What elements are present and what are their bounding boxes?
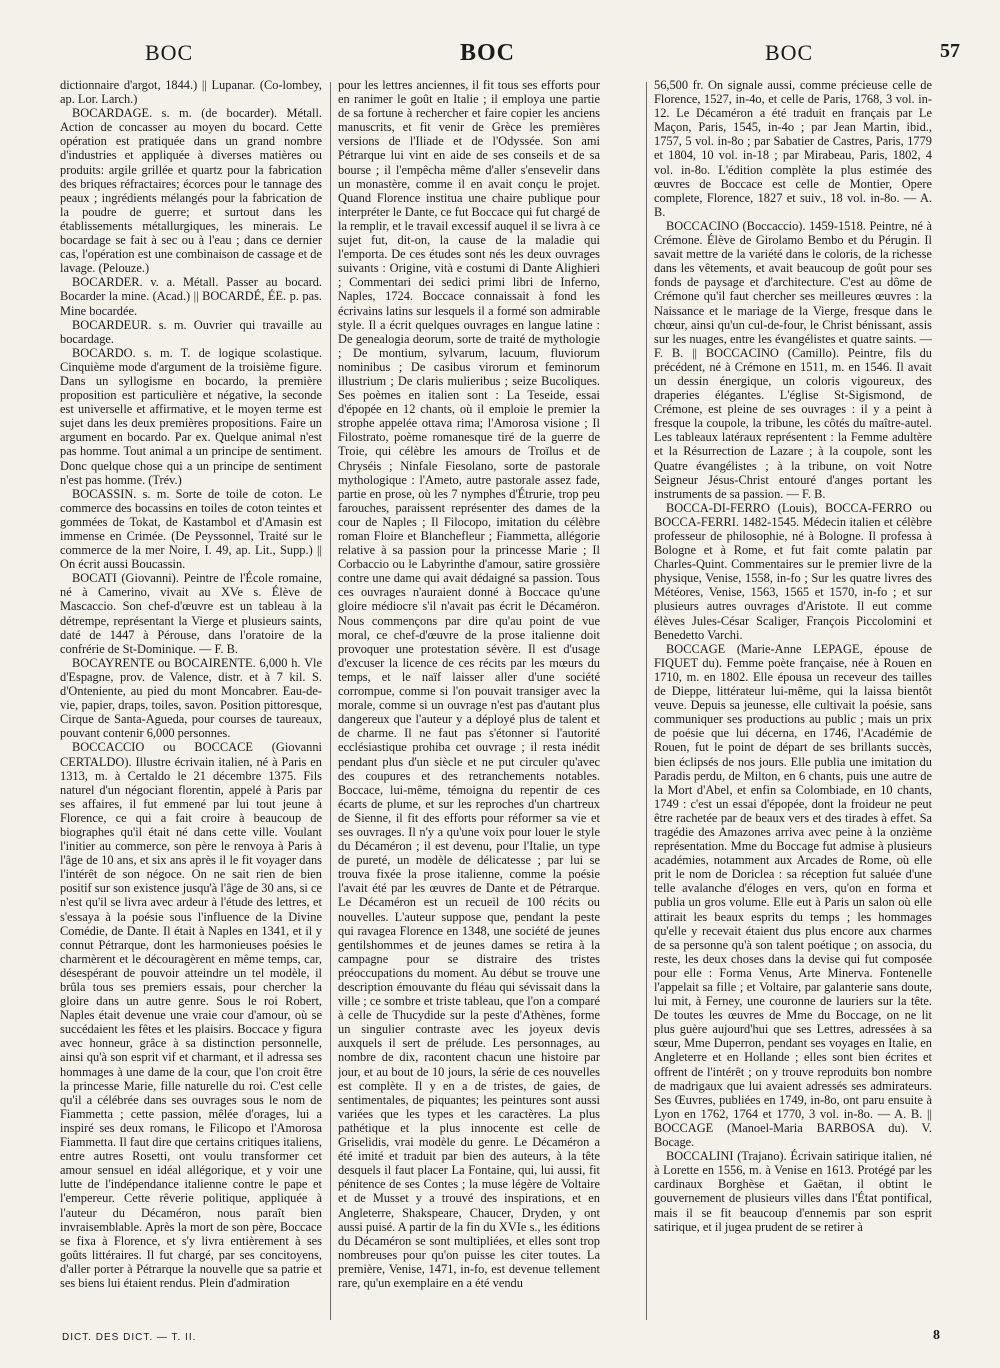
entry-paragraph: BOCARDAGE. s. m. (de bocarder). Métall. Action de concasser au moyen du bocard. Cette opération est pratiquée dans un grand nombre d'industries et appliquée à diverses matières ou produits: argile grillée et quartz pour la fabrication des briques réfractaires; écorces pour le tannage des peaux ; ingrédients mélangés pour la fabrication de la poudre de guerre; et surtout dans les établissements métallurgiques, les minerais. Le bocardage se fait à sec ou à l'eau ; dans ce dernier cas, l'opération est une combinaison de cassage et de lavage. (Pelouze.)	[60, 106, 322, 276]
entry-paragraph: pour les lettres anciennes, il fit tous ses efforts pour en ranimer le goût en Italie ; il employa une partie de sa fortune à rechercher et faire copier les anciens manuscrits, et fit venir de Grèce les premières versions de l'Iliade et de l'Odyssée. Son ami Pétrarque lui vint en aide de ses conseils et de sa bourse ; il l'empêcha même d'aller s'ensevelir dans un monastère, comme il en avait conçu le projet. Quand Florence institua une chaire publique pour interpréter le Dante, ce fut Boccace qui fut chargé de la remplir, et le travail excessif auquel il se livra à ce sujet fut, dit-on, la cause de la maladie qui l'emporta. De ces études sont nés les deux ouvrages suivants : Origine, vità e costumi di Dante Alighieri ; Commentari dei sedici primi libri de Inferno, Naples, 1724. Boccace connaissait à fond les écrivains latins sur lesquels il a formé son admirable style. Il a écrit quelques ouvrages en langue latine : De genealogia deorum, sorte de traité de mythologie ; De montium, sylvarum, lacuum, fluviorum nominibus ; De casibus virorum et feminorum illustrium ; De claris mulieribus ; seize Bucoliques. Ses poèmes en italien sont : La Teseide, essai d'épopée en 12 chants, où il emploie le premier la strophe appelée ottava rima; l'Amorosa visione ; Il Filostrato, poème romanesque tiré de la guerre de Troie, qui célèbre les amours de Troïlus et de Chryséis ; Ninfale Fiesolano, sorte de pastorale mythologique : l'Ameto, autre pastorale assez fade, partie en prose, où les 7 nymphes d'Étrurie, trop peu farouches, paraissent représenter des dames de la cour de Naples ; Il Filocopo, imitation du célèbre roman Floire et Blanchefleur ; Fiammetta, allégorie relative à sa passion pour la princesse Marie ; Il Corbaccio ou le Labyrinthe d'amour, satire grossière contre une dame qui avait dédaigné sa passion. Tous ces ouvrages n'auraient donné à Boccace qu'une gloire médiocre s'il n'avait pas écrit le Décaméron. Nous commençons par dire qu'au point de vue moral, ce chef-d'œuvre de la prose italienne doit provoquer une protestation sévère. Il est d'usage d'excuser la licence de ces récits par les mœurs du temps, et le naïf laisser aller d'une société corrompue, comme si l'on pouvait transiger avec la morale, comme si un ouvrage n'est pas d'autant plus dangereux que l'auteur y a déployé plus de talent et de charme. Il ne faut pas s'étonner si l'autorité ecclésiastique prohiba cet ouvrage ; il resta inédit pendant plus d'un siècle et ne put circuler qu'avec des coupures et des retranchements notables. Boccace, lui-même, témoigna du repentir de ces écarts de plume, et sur les reproches d'un chartreux de Sienne, il fit des efforts pour réformer sa vie et ses ouvrages. Il n'y a qu'une voix pour louer le style du Décaméron ; il est devenu, pour l'Italie, un type de pureté, un modèle de délicatesse ; par lui se trouva fixée la prose italienne, comme la poésie l'avait été par les œuvres de Dante et de Pétrarque. Le Décaméron est un recueil de 100 récits ou nouvelles. L'auteur suppose que, pendant la peste qui ravagea Florence en 1348, une société de jeunes gentilshommes et de jeunes dames se retira à la campagne pour se distraire des tristes préoccupations du moment. Au début se trouve une description émouvante du fléau qui sévissait dans la ville ; ce sombre et triste tableau, que l'on a comparé à celle de Thucydide sur la peste d'Athènes, forme un singulier contraste avec les joyeux devis auxquels il sert de prélude. Les personnages, au nombre de dix, racontent chacun une histoire par jour, et au bout de 10 jours, la série de ces nouvelles est complète. Il y en a de tristes, de gaies, de sentimentales, de piquantes; les peintures sont aussi variées que les types et les caractères. La plus pathétique et la plus innocente est celle de Griselidis, vrai modèle du genre. Le Décaméron a été imité et traduit par bien des auteurs, à la tête desquels il faut placer La Fontaine, qui, lui aussi, fit pénitence de ses Contes ; la muse légère de Voltaire et de Musset y a trouvé des inspirations, et en Angleterre, Shakspeare, Chaucer, Dryden, y ont aussi puisé. A partir de la fin du XVIe s., les éditions du Décaméron se sont multipliées, et elles sont trop nombreuses pour qu'on puisse les citer toutes. La première, Venise, 1471, in-fo, est devenue tellement rare, qu'un exemplaire en a été vendu	[338, 78, 600, 1290]
entry-paragraph: BOCCALINI (Trajano). Écrivain satirique italien, né à Lorette en 1556, m. à Venise en 1613. Protégé par les cardinaux Borghèse et Gaëtan, il obtint le gouvernement de plusieurs villes dans l'État pontifical, mais il se fit beaucoup d'ennemis par son esprit satirique, et il jugea prudent de se retirer à	[654, 1149, 932, 1234]
page-number: 57	[940, 40, 960, 62]
entry-paragraph: BOCAYRENTE ou BOCAIRENTE. 6,000 h. Vle d'Espagne, prov. de Valence, distr. et à 7 kil. S. d'Onteniente, au pied du mont Moncabrer. Eau-de-vie, papier, draps, toiles, savon. Position pittoresque, Cirque de Santa-Agueda, pour courses de taureaux, pouvant contenir 6,000 personnes.	[60, 655, 322, 741]
entry-paragraph: BOCATI (Giovanni). Peintre de l'École romaine, né à Camerino, vivait au XVe s. Élève de Mascaccio. Son chef-d'œuvre est un tableau à la détrempe, représentant la Vierge et plusieurs saints, daté de 1447 à Pérouse, dans l'oratoire de la confrérie de St-Dominique. — F. B.	[60, 571, 322, 656]
entry-paragraph: BOCARDER. v. a. Métall. Passer au bocard. Bocarder la mine. (Acad.) || BOCARDÉ, ÉE. p. pas. Mine bocardée.	[60, 275, 322, 318]
header-guide-word-right: BOC	[765, 40, 814, 65]
header-guide-word-center: BOC	[460, 40, 516, 66]
column-rule	[330, 82, 331, 1320]
entry-paragraph: 56,500 fr. On signale aussi, comme précieuse celle de Florence, 1527, in-4o, et celle de Paris, 1768, 3 vol. in-12. Le Décaméron a été traduit en français par Le Maçon, Paris, 1545, in-4o ; par Jean Martin, ibid., 1757, 5 vol. in-8o ; par Sabatier de Castres, Paris, 1779 et 1804, 10 vol. in-18 ; par Mirabeau, Paris, 1802, 4 vol. in-8o. L'édition complète la plus estimée des œuvres de Boccace est celle de Montier, Opere complete, Florence, 1827 et suiv., 18 vol. in-8o. — A. B.	[654, 78, 932, 219]
entry-paragraph: BOCCACCIO ou BOCCACE (Giovanni CERTALDO). Illustre écrivain italien, né à Paris en 1313, m. à Certaldo le 21 décembre 1375. Fils naturel d'un négociant florentin, appelé à Paris par ses affaires, il fut emmené par lui tout jeune à Florence, ce qui a fait croire à beaucoup de biographes qu'il était né dans cette ville. Voulant l'initier au commerce, son père le renvoya à Paris à l'âge de 10 ans, et six ans après il le fit voyager dans l'intérêt de son négoce. On ne sait rien de bien positif sur son existence jusqu'à l'âge de 30 ans, si ce n'est qu'il se livra avec ardeur à l'étude des lettres, et s'essaya à la poésie sous l'influence de la Divine Comédie, de Dante. Il était à Naples en 1341, et il y connut Pétrarque, dont les harmonieuses poésies le charmèrent et le découragèrent en même temps, car, désespérant de pouvoir atteindre un tel modèle, il brûla tous ses premiers essais, pour chercher la gloire dans un autre genre. Sous le roi Robert, Naples était devenue une vraie cour d'amour, où se succédaient les fêtes et les plaisirs. Boccace y figura avec honneur, grâce à sa distinction personnelle, ainsi qu'à son esprit vif et charmant, et il adressa ses hommages à une dame de la cour, que l'on croit être la princesse Marie, fille naturelle du roi. C'est celle qu'il a célébrée dans ses ouvrages sous le nom de Fiammetta ; cette passion, mêlée d'orages, lui a inspiré ses deux romans, le Filicopo et l'Amorosa Fiammetta. Il faut dire que certains critiques italiens, entre autres Rosetti, ont voulu transformer cet amour sensuel en idéal allégorique, et y voir une lutte de l'indépendance italienne contre le pape et l'empereur. Cette rêverie politique, appliquée à l'auteur du Décaméron, nous paraît bien invraisemblable. Après la mort de son père, Boccace se fixa à Florence, et s'y livra entièrement à ses goûts littéraires. Il fut chargé, par ses concitoyens, d'aller porter à Pétrarque la nouvelle que sa patrie et ses biens lui étaient rendus. Plein d'admiration	[60, 740, 322, 1290]
running-header	[60, 40, 960, 70]
column-rule	[646, 82, 647, 1320]
text-column-3	[654, 78, 932, 1323]
header-guide-word-left: BOC	[145, 40, 194, 65]
entry-paragraph: BOCASSIN. s. m. Sorte de toile de coton. Le commerce des bocassins en toiles de coton teintes et gommées de Tokat, de Kastambol et d'Amasin est immense en Crimée. (De Peyssonnel, Traité sur le commerce de la mer Noire, I. 49, ap. Lit., Supp.) || On écrit aussi Boucassin.	[60, 486, 322, 572]
entry-paragraph: BOCCACINO (Boccaccio). 1459-1518. Peintre, né à Crémone. Élève de Girolamo Bembo et du Pérugin. Il savait mettre de la variété dans le coloris, de la richesse dans les vêtements, et avait beaucoup de goût pour ses fonds de paysage et d'architecture. C'est au dôme de Crémone qu'il faut chercher ses meilleures œuvres : la Naissance et le mariage de la Vierge, fresque dans le chœur, ainsi qu'un cul-de-four, le Christ bénissant, assis sur les nuages, entre les évangélistes et quatre saints. — F. B. || BOCCACINO (Camillo). Peintre, fils du précédent, né à Crémone en 1511, m. en 1546. Il avait un dessin énergique, un coloris vigoureux, des draperies élégantes. L'église St-Sigismond, de Crémone, est pleine de ses ouvrages : il y a peint à fresque la coupole, la tribune, les côtés du maître-autel. Les tableaux latéraux représentent : la Femme adultère et la Résurrection de Lazare ; à la coupole, sont les Quatre évangélistes ; à la tribune, on voit Notre Seigneur Jésus-Christ entouré d'anges portant les instruments de sa passion. — F. B.	[654, 218, 932, 501]
text-column-1	[60, 78, 322, 1323]
entry-paragraph: BOCARDEUR. s. m. Ouvrier qui travaille au bocardage.	[60, 317, 322, 346]
footer-sheet-number: 8	[933, 1328, 940, 1343]
entry-paragraph: BOCARDO. s. m. T. de logique scolastique. Cinquième mode d'argument de la troisième figure. Dans un syllogisme en bocardo, la première proposition est particulière et négative, la seconde est universelle et affirmative, et le moyen terme est sujet dans les deux premières propositions. Faire un argument en bocardo. Par ex. Quelque animal n'est pas homme. Tout animal a un principe de sentiment. Donc quelque chose qui a un principe de sentiment n'est pas homme. (Trév.)	[60, 345, 322, 487]
entry-paragraph: BOCCAGE (Marie-Anne LEPAGE, épouse de FIQUET du). Femme poète française, née à Rouen en 1710, m. en 1802. Elle épousa un receveur des tailles de Dieppe, littérateur lui-même, qui la laissa bientôt veuve. Depuis sa jeunesse, elle cultivait la poésie, sans communiquer ses productions au public ; mais un prix de poésie que lui décerna, en 1746, l'Académie de Rouen, fut le point de départ de ses brillants succès, bien éclipsés de nos jours. Elle publia une imitation du Paradis perdu, de Milton, en 6 chants, puis une autre de la Mort d'Abel, et enfin sa Colombiade, en 10 chants, 1749 : c'est un essai d'épopée, dont la froideur ne peut être rachetée par de beaux vers et des tirades à effet. Sa tragédie des Amazones arriva avec peine à la onzième représentation. Mme du Boccage fut admise à plusieurs académies, notamment aux Arcades de Rome, où elle prit le nom de Doriclea : sa réception fut saluée d'une telle avalanche d'éloges en vers, qu'on en forma et publia un gros volume. Elle eut à Paris un salon où elle attirait les beaux esprits du temps ; les hommages qu'elle y recevait étaient dus plus encore aux charmes de sa personne qu'à son talent poétique ; on associa, du reste, les deux choses dans la devise qui fut composée pour elle : Forma Venus, Arte Minerva. Fontenelle l'appelait sa fille ; et Voltaire, par galanterie sans doute, lui mit, à Ferney, une couronne de lauriers sur la tête. De toutes les œuvres de Mme du Boccage, on ne lit plus guère aujourd'hui que ses Lettres, adressées à sa sœur, Mme Duperron, pendant ses voyages en Italie, en Angleterre et en Hollande ; elles sont bien écrites et offrent de l'intérêt ; on y trouve reproduits bon nombre de madrigaux que lui avaient adressés ses admirateurs. Ses Œuvres, publiées en 1749, in-8o, ont paru ensuite à Lyon en 1762, 1764 et 1770, 3 vol. in-8o. — A. B. || BOCCAGE (Manoel-Maria BARBOSA du). V. Bocage.	[654, 641, 932, 1150]
entry-paragraph: BOCCA-DI-FERRO (Louis), BOCCA-FERRO ou BOCCA-FERRI. 1482-1545. Médecin italien et célèbre professeur de philosophie, né à Bologne. Il professa à Bologne et à Rome, et fut fait comte palatin par Charles-Quint. Commentaires sur le premier livre de la physique, Venise, 1558, in-fo ; Sur les quatre livres des Météores, Venise, 1563, 1565 et 1570, in-fo ; et sur plusieurs autres ouvrages d'Aristote. Il eut comme élèves Jules-César Scaliger, François Piccolomini et Benedetto Varchi.	[654, 500, 932, 642]
text-column-2	[338, 78, 600, 1323]
footer-volume-signature: DICT. DES DICT. — T. II.	[62, 1332, 197, 1343]
entry-paragraph: dictionnaire d'argot, 1844.) || Lupanar. (Co-lombey, ap. Lor. Larch.)	[60, 78, 322, 107]
